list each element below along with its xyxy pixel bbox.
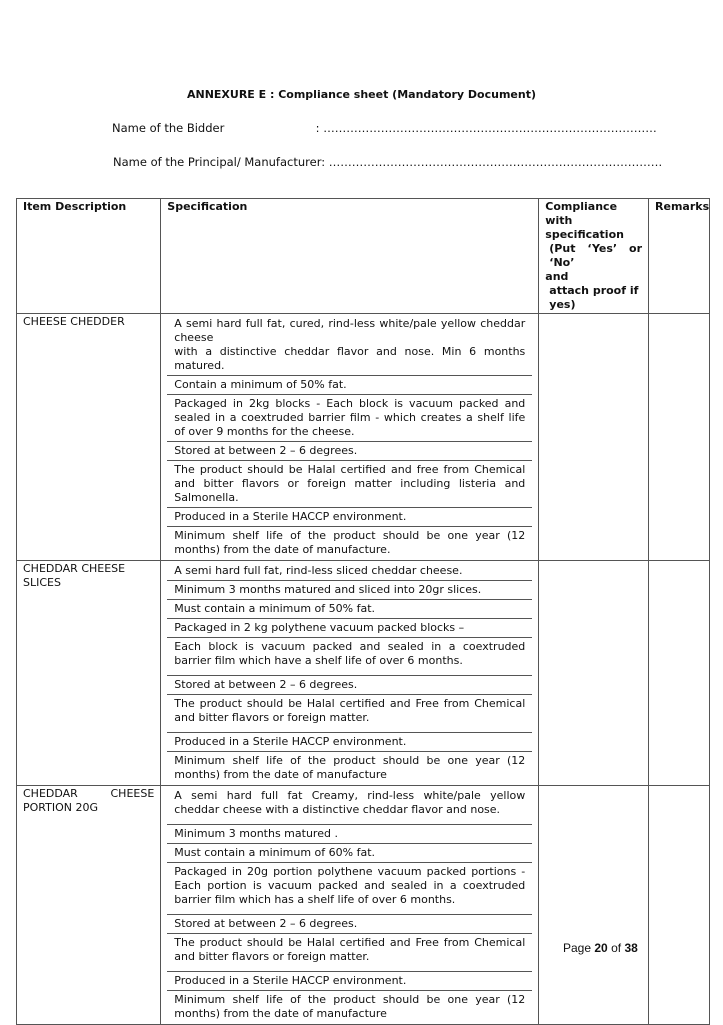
table-row	[17, 314, 710, 561]
specification-cell	[161, 561, 539, 786]
header-compliance	[539, 199, 649, 314]
spec-item: Minimum 3 months matured and sliced into 20gr slices.	[167, 581, 532, 600]
bidder-name-label: Name of the Bidder	[112, 121, 225, 135]
page-of: of	[611, 941, 622, 955]
compliance-table	[16, 198, 710, 1025]
bidder-name-value[interactable]: ……………………………………………………………………………	[323, 121, 657, 135]
header-compliance-line2: specification	[545, 228, 624, 241]
header-compliance-line4: and	[545, 270, 569, 283]
spec-item: Packaged in 2kg blocks - Each block is vacuum packed and sealed in a coextruded barrier film - which creates a shelf life of over 9 months for the cheese.	[167, 395, 532, 442]
remarks-cell[interactable]	[649, 561, 710, 786]
item-description-line2: PORTION 20G	[23, 801, 99, 814]
spec-item: Must contain a minimum of 50% fat.	[167, 600, 532, 619]
remarks-cell[interactable]	[649, 786, 710, 1025]
compliance-cell[interactable]	[539, 786, 649, 1025]
spec-item: Stored at between 2 – 6 degrees.	[167, 442, 532, 461]
item-description-line1: CHEDDAR CHEESE	[23, 787, 155, 800]
spec-item: Produced in a Sterile HACCP environment.	[167, 972, 532, 991]
header-compliance-line1: Compliance with	[545, 200, 618, 227]
spec-item: Minimum shelf life of the product should be one year (12 months) from the date of manufacture	[174, 993, 526, 1020]
spec-item: Packaged in 2 kg polythene vacuum packed blocks –	[167, 619, 532, 638]
spec-item: The product should be Halal certified and free from Chemical and bitter flavors or foreign matter including listeria and Salmonella.	[167, 461, 532, 508]
spec-item: Minimum shelf life of the product should be one year (12 months) from the date of manufacture	[174, 754, 526, 781]
compliance-cell[interactable]	[539, 561, 649, 786]
spec-item: Stored at between 2 – 6 degrees.	[167, 915, 532, 934]
spec-item: The product should be Halal certified and Free from Chemical and bitter flavors or foreign matter.	[167, 934, 532, 972]
page-prefix: Page	[563, 941, 592, 955]
table-row	[17, 561, 710, 786]
spec-item: Produced in a Sterile HACCP environment.	[167, 733, 532, 752]
spec-item: Minimum shelf life of the product should be one year (12 months) from the date of manufacture.	[174, 529, 526, 556]
compliance-cell[interactable]	[539, 314, 649, 561]
header-remarks: Remarks	[649, 199, 710, 314]
spec-item: A semi hard full fat Creamy, rind-less white/pale yellow cheddar cheese with a distinctive cheddar flavor and nose.	[167, 787, 532, 825]
spec-item: A semi hard full fat, cured, rind-less white/pale yellow cheddar cheese with a distinctive cheddar flavor and nose. Min 6 months matured.	[167, 315, 532, 376]
header-specification: Specification	[161, 199, 539, 314]
spec-item: A semi hard full fat, rind-less sliced cheddar cheese.	[167, 562, 532, 581]
principal-name-field	[113, 155, 662, 169]
principal-name-label: Name of the Principal/ Manufacturer:	[113, 155, 326, 169]
bidder-name-field	[112, 121, 657, 135]
page-total: 38	[624, 941, 638, 955]
item-description: CHEDDAR CHEESE SLICES	[17, 561, 161, 786]
spec-item: Produced in a Sterile HACCP environment.	[167, 508, 532, 527]
spec-item: The product should be Halal certified and Free from Chemical and bitter flavors or foreign matter.	[167, 695, 532, 733]
page-current: 20	[594, 941, 608, 955]
header-compliance-line5: attach proof if yes)	[549, 284, 639, 311]
spec-item: Minimum 3 months matured .	[167, 825, 532, 844]
table-header-row	[17, 199, 710, 314]
spec-item: Stored at between 2 – 6 degrees.	[167, 676, 532, 695]
remarks-cell[interactable]	[649, 314, 710, 561]
table-row	[17, 786, 710, 1025]
spec-item: Each block is vacuum packed and sealed in a coextruded barrier film which have a shelf life of over 6 months.	[167, 638, 532, 676]
specification-cell	[161, 786, 539, 1025]
spec-item: Contain a minimum of 50% fat.	[167, 376, 532, 395]
spec-item: Packaged in 20g portion polythene vacuum packed portions - Each portion is vacuum packed and sealed in a coextruded barrier film which has a shelf life of over 6 months.	[167, 863, 532, 915]
item-description	[17, 786, 161, 1025]
page-number	[563, 941, 638, 955]
specification-cell	[161, 314, 539, 561]
header-item-description: Item Description	[17, 199, 161, 314]
page-title: ANNEXURE E : Compliance sheet (Mandatory Document)	[186, 88, 537, 101]
header-compliance-line3: (Put ‘Yes’ or ‘No’	[549, 242, 643, 269]
spec-item: Must contain a minimum of 60% fat.	[167, 844, 532, 863]
bidder-name-separator: :	[315, 121, 320, 135]
principal-name-value[interactable]: ……………………………………………………………………………	[328, 155, 663, 169]
item-description: CHEESE CHEDDER	[17, 314, 161, 561]
